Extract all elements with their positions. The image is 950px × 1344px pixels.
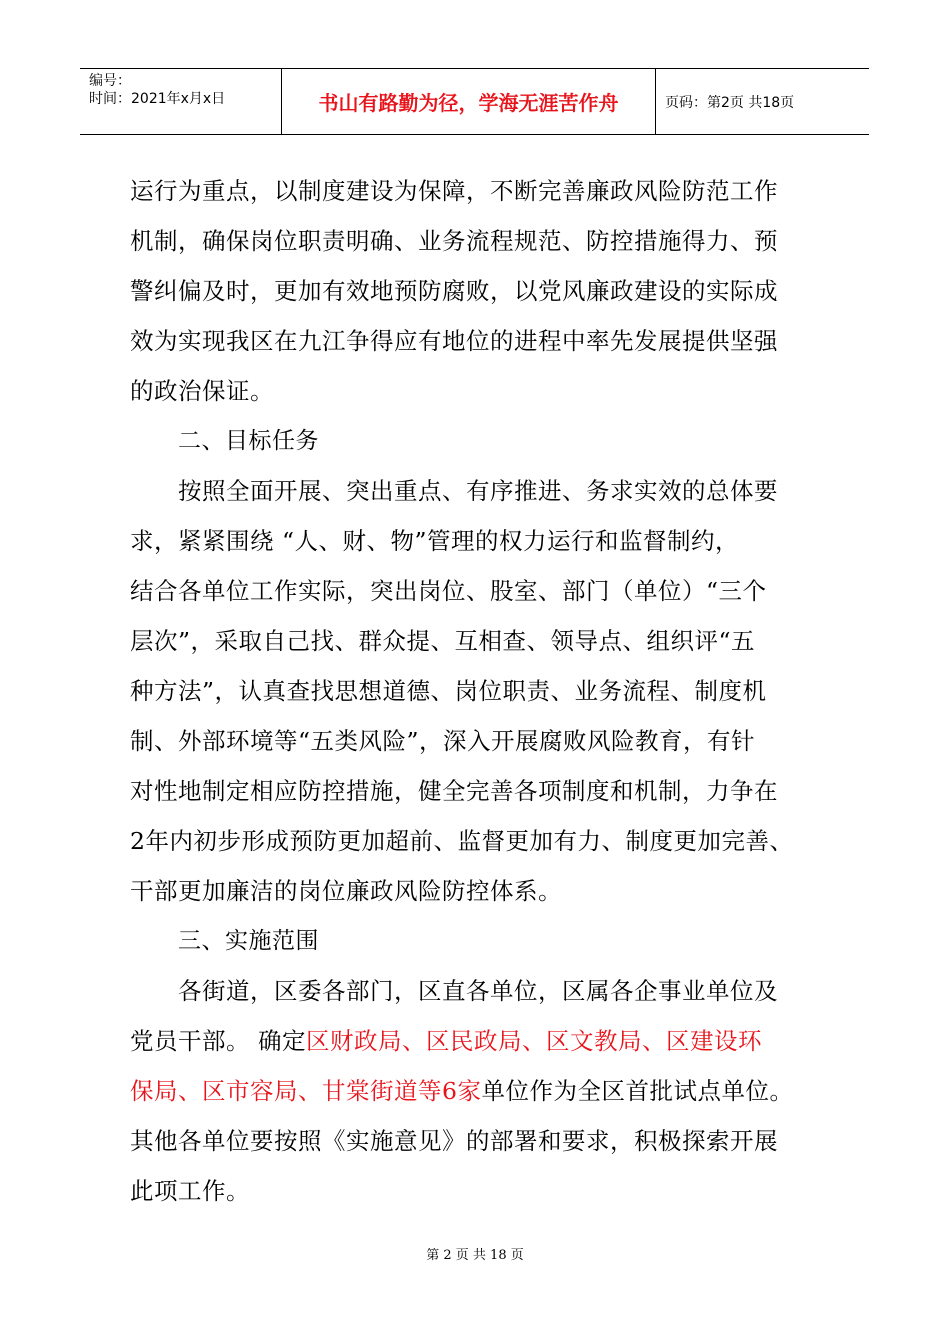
paragraph-line: 对性地制定相应防控措施，健全完善各项制度和机制，力争在 <box>130 777 778 805</box>
header-motto: 书山有路勤为径，学海无涯苦作舟 <box>282 69 656 134</box>
highlighted-text: 保局、区市容局、甘棠街道等6家 <box>130 1077 482 1105</box>
paragraph-line <box>130 1016 830 1066</box>
paragraph-line: 效为实现我区在九江争得应有地位的进程中率先发展提供坚强 <box>130 327 778 355</box>
paragraph-line: 2年内初步形成预防更加超前、监督更加有力、制度更加完善、 <box>130 827 794 855</box>
paragraph-line: 干部更加廉洁的岗位廉政风险防控体系。 <box>130 877 562 905</box>
plain-text: 单位作为全区首批试点单位。 <box>481 1077 794 1105</box>
paragraph-line: 按照全面开展、突出重点、有序推进、务求实效的总体要 <box>178 477 778 505</box>
plain-text: 党员干部。 确定 <box>130 1027 306 1055</box>
header-meta <box>80 69 282 134</box>
highlighted-text: 区财政局、区民政局、区文教局、区建设环 <box>305 1027 762 1055</box>
paragraph-line: 制、外部环境等“五类风险”，深入开展腐败风险教育，有针 <box>130 727 756 755</box>
page-footer: 第 2 页 共 18 页 <box>426 1248 524 1263</box>
paragraph-line: 机制，确保岗位职责明确、业务流程规范、防控措施得力、预 <box>130 227 778 255</box>
document-number-label: 编号： <box>89 73 131 89</box>
paragraph-line: 此项工作。 <box>130 1177 250 1205</box>
paragraph-line: 层次”，采取自己找、群众提、互相查、领导点、组织评“五 <box>130 627 756 655</box>
paragraph-line: 各街道，区委各部门，区直各单位，区属各企事业单位及 <box>178 977 778 1005</box>
section-heading-goals: 二、目标任务 <box>178 428 319 454</box>
paragraph-line: 种方法”，认真查找思想道德、岗位职责、业务流程、制度机 <box>130 677 767 705</box>
header-page-info: 页码：第2页 共18页 <box>665 94 795 111</box>
section-heading-scope: 三、实施范围 <box>178 928 319 954</box>
paragraph-line <box>130 1066 830 1116</box>
document-body <box>130 166 830 1216</box>
paragraph-line: 运行为重点，以制度建设为保障，不断完善廉政风险防范工作 <box>130 177 778 205</box>
paragraph-line: 结合各单位工作实际，突出岗位、股室、部门（单位）“三个 <box>130 577 767 605</box>
paragraph-line: 求，紧紧围绕 “人、财、物”管理的权力运行和监督制约， <box>130 527 739 555</box>
paragraph-line: 的政治保证。 <box>130 377 274 405</box>
page-header <box>80 68 869 135</box>
paragraph-line: 警纠偏及时，更加有效地预防腐败，以党风廉政建设的实际成 <box>130 277 778 305</box>
document-date-label: 时间：2021年x月x日 <box>89 91 226 107</box>
paragraph-line: 其他各单位要按照《实施意见》的部署和要求，积极探索开展 <box>130 1127 778 1155</box>
